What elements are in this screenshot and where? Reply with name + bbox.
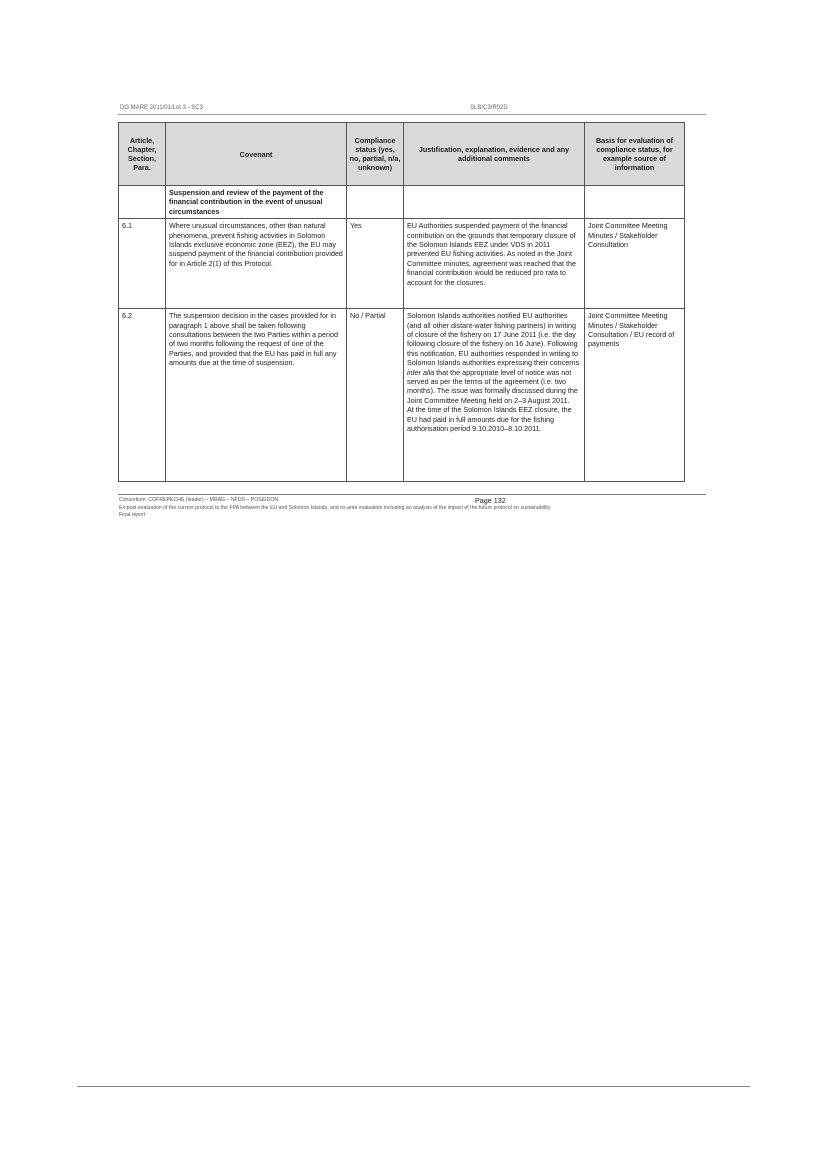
section-row [119, 186, 685, 219]
compliance-status: Yes [347, 219, 404, 309]
column-header-basis: Basis for evaluation of compliance status, for example source of information [585, 123, 685, 186]
covenant-compliance-table [118, 122, 685, 482]
justification-italic-term: inter alia [407, 367, 435, 377]
header-document-reference: DG MARE 2011/01/Lot 3 - SC3 [120, 105, 203, 111]
article-number: 6.1 [119, 219, 166, 309]
column-header-compliance-status: Compliance status (yes, no, partial, n/a, unknown) [347, 123, 404, 186]
footer-report-type: Final report [119, 512, 146, 518]
table-row [119, 309, 685, 482]
column-header-covenant: Covenant [166, 123, 347, 186]
header-report-code: SLB/C3/R02D [470, 105, 508, 111]
page-bottom-divider [77, 1086, 750, 1087]
section-article-cell [119, 186, 166, 219]
section-justification-cell [404, 186, 585, 219]
justification-text-start: Solomon Islands authorities notified EU authorities (and all other distant-water fishing partners) in writing of closure of the fishery on 17 June 2011 (i.e. the day following closure of the fishery on 16 June). Following this notification, EU authorities responded in writing to Solomon Islands authorities expressing their concerns [407, 311, 580, 368]
footer-consortium: Consortium: COFREPECHE (leader) – MRAG – NFDS – POSEIDON [119, 497, 279, 503]
table-header-row [119, 123, 685, 186]
footer-description: Ex-post evaluation of the current protocol to the FPA between the EU and Solomon Islands, and ex-ante evaluation including an analysis of the impact of the future protocol on sustainability [119, 505, 551, 511]
justification-paragraph-2: At the time of the Solomon Islands EEZ closure, the EU had paid in full amounts due for the fishing authorisation period 9.10.2010–8.10.2011. [407, 405, 572, 434]
covenant-text: The suspension decision in the cases provided for in paragraph 1 above shall be taken following consultations between the two Parties within a period of two months following the request of one of the Parties, and provided that the EU has paid in full any amounts due at the time of suspension. [166, 309, 347, 482]
justification-text-end: that the appropriate level of notice was not served as per the terms of the agreement (i.e. two months). The issue was formally discussed during the Joint Committee Meeting held on 2–3 August 2011. [407, 367, 578, 405]
page-header [118, 105, 706, 115]
section-basis-cell [585, 186, 685, 219]
compliance-status: No / Partial [347, 309, 404, 482]
basis-text: Joint Committee Meeting Minutes / Stakeholder Consultation [585, 219, 685, 309]
footer-divider [118, 494, 706, 495]
basis-text: Joint Committee Meeting Minutes / Stakeholder Consultation / EU record of payments [585, 309, 685, 482]
section-status-cell [347, 186, 404, 219]
justification-text [404, 309, 585, 482]
table-row [119, 219, 685, 309]
page-number: Page 132 [475, 496, 506, 505]
covenant-text: Where unusual circumstances, other than natural phenomena, prevent fishing activities in Solomon Islands exclusive economic zone (EEZ), the EU may suspend payment of the financial contribution provided for in Article 2(1) of this Protocol. [166, 219, 347, 309]
article-number: 6.2 [119, 309, 166, 482]
justification-text: EU Authorities suspended payment of the financial contribution on the grounds that temporary closure of the Solomon Islands EEZ under VDS in 2011 prevented EU fishing activities. As noted in the Joint Committee minutes, agreement was reached that the financial contribution would be reduced pro rata to account for the closures. [404, 219, 585, 309]
column-header-justification: Justification, explanation, evidence and any additional comments [404, 123, 585, 186]
justification-paragraph [407, 311, 581, 405]
section-title: Suspension and review of the payment of the financial contribution in the event of unusual circumstances [166, 186, 347, 219]
column-header-article: Article, Chapter, Section, Para. [119, 123, 166, 186]
